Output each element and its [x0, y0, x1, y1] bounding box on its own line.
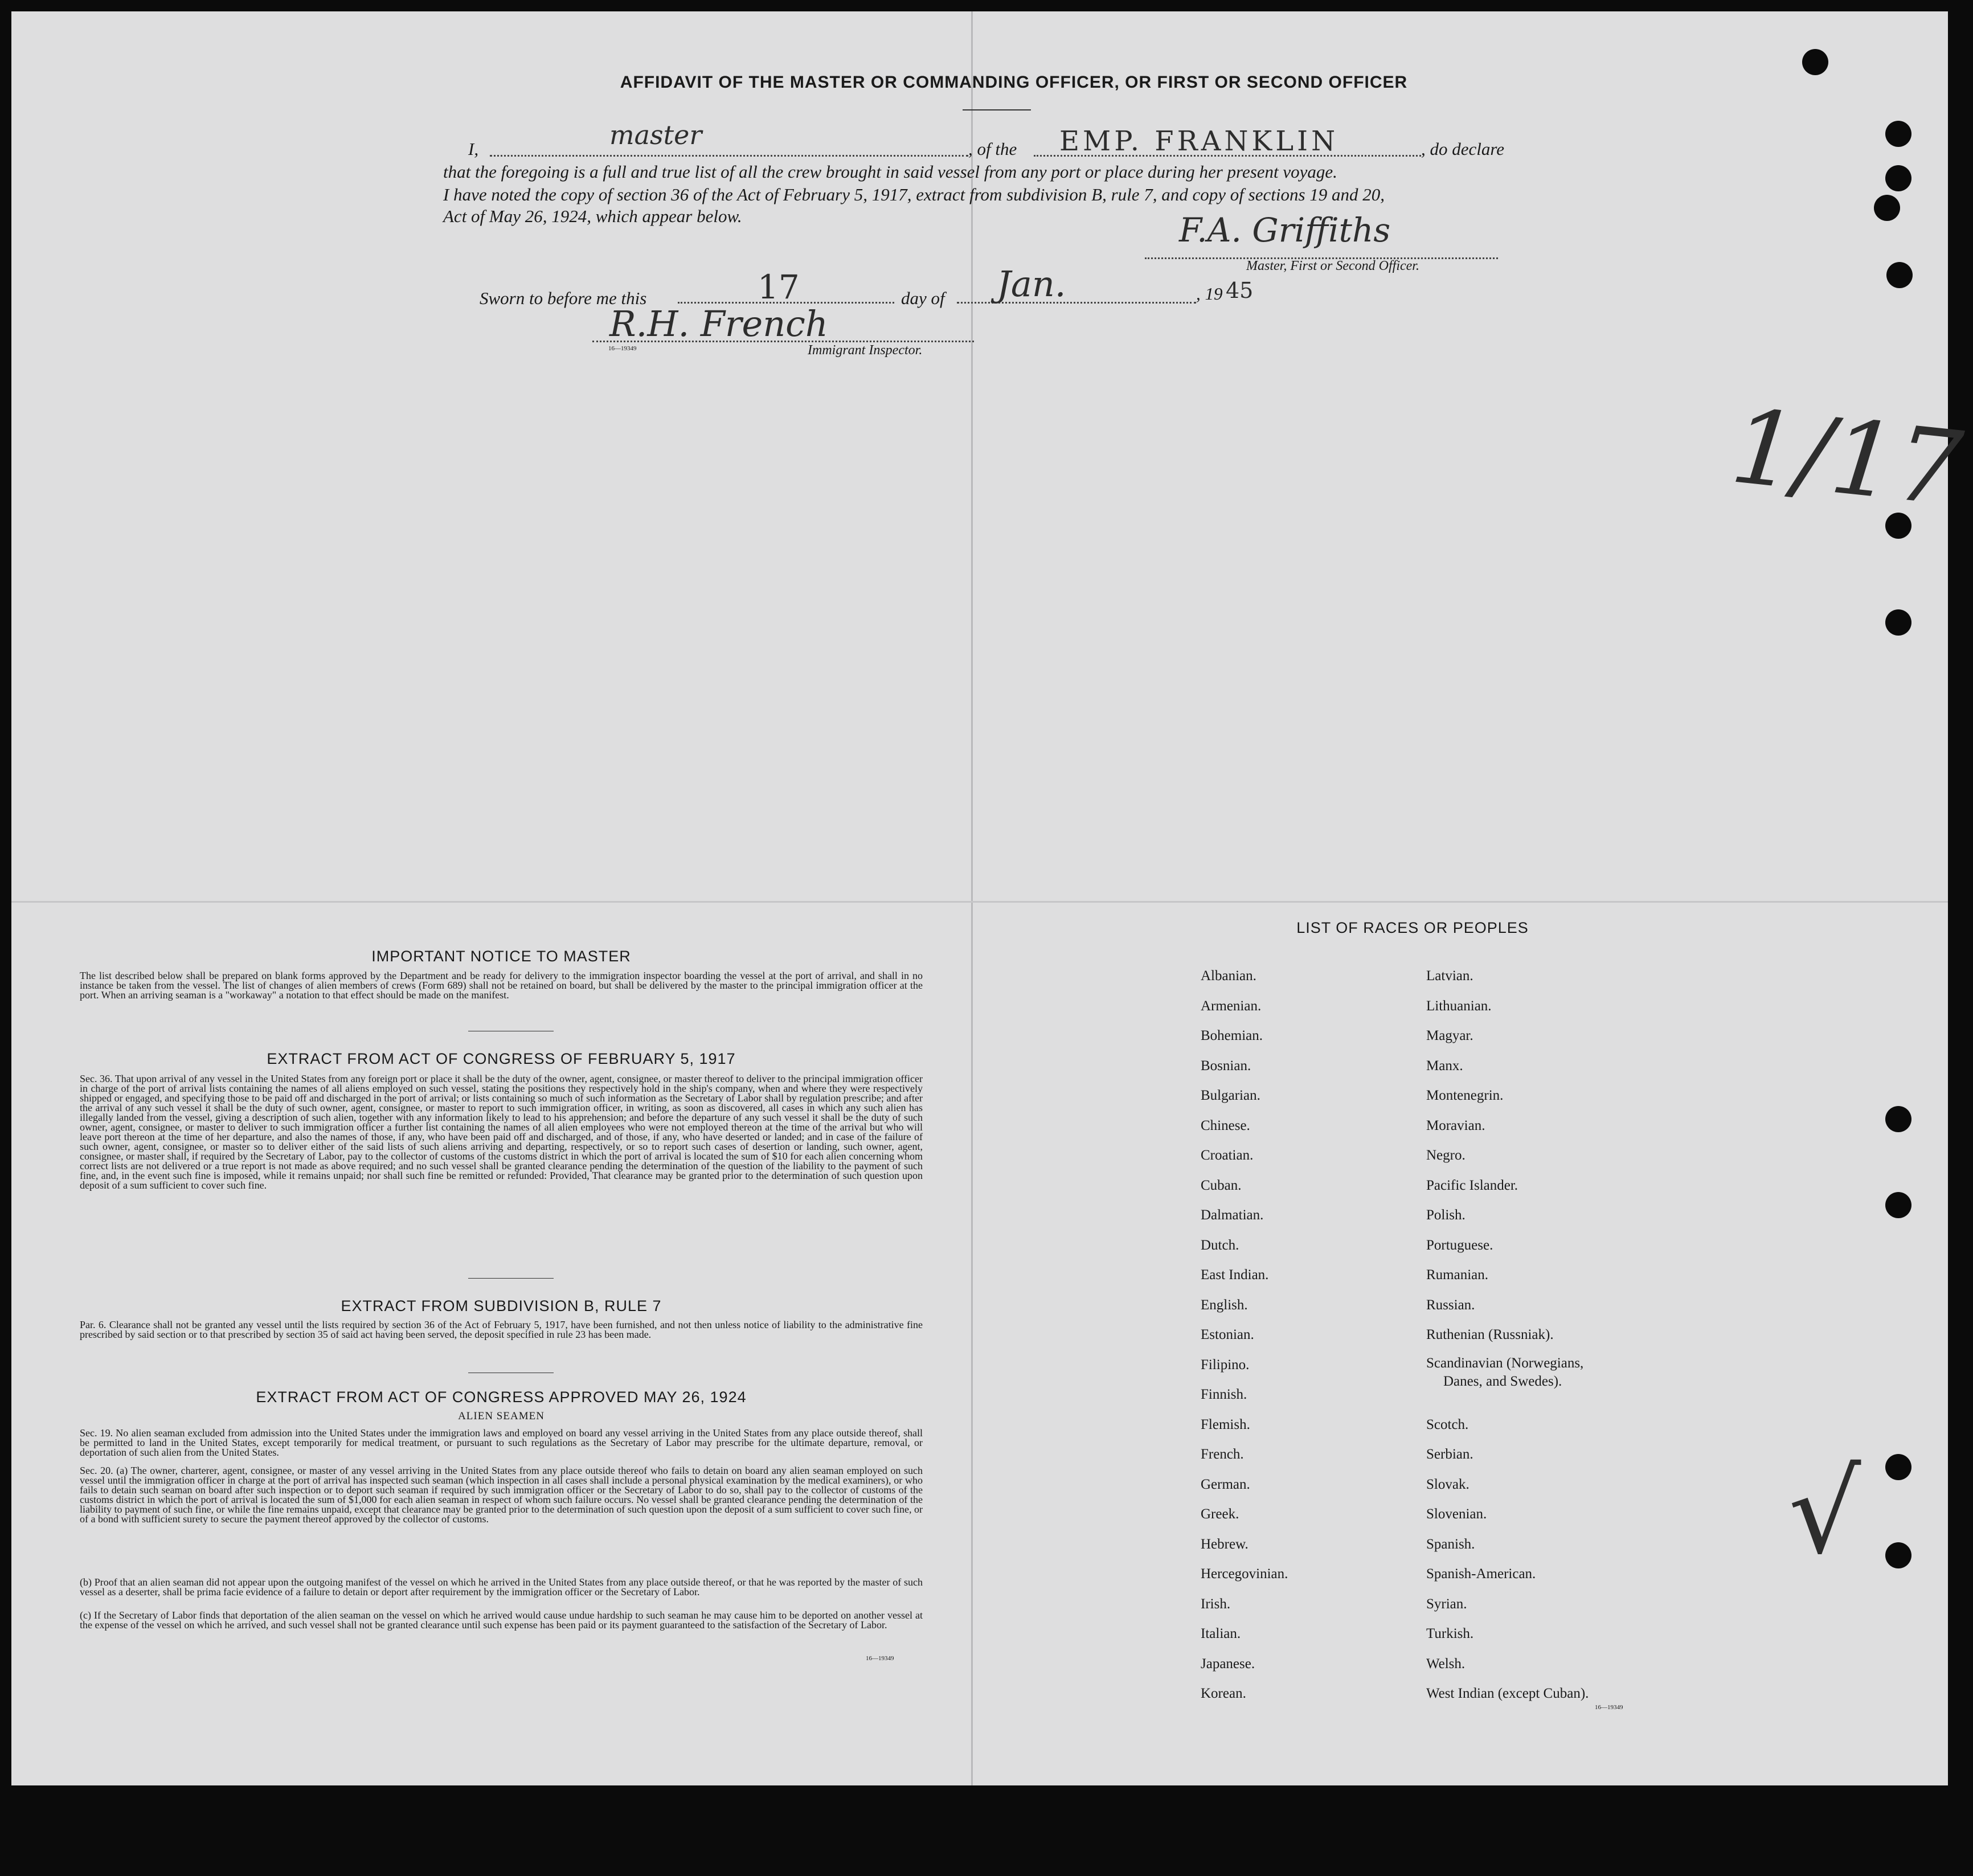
race-item: Italian.	[1201, 1626, 1241, 1641]
race-item: Dutch.	[1201, 1238, 1239, 1253]
fold-crease-horizontal	[11, 901, 1948, 903]
master-caption: Master, First or Second Officer.	[1246, 259, 1419, 273]
race-item: Hercegovinian.	[1201, 1566, 1288, 1582]
of-the-label: , of the	[968, 139, 1017, 159]
inspector-line	[592, 341, 974, 342]
handwritten-checkmark: √	[1788, 1447, 1861, 1579]
rank-line	[490, 155, 968, 157]
race-item: Spanish.	[1426, 1537, 1475, 1552]
race-item: Rumanian.	[1426, 1267, 1489, 1283]
section-20a-text: Sec. 20. (a) The owner, charterer, agent, consignee, or master of any vessel arriving in the United States from any place outside thereof who fails to detain on board any alien seaman employed on such vessel until the immigration officer in charge at the port of arrival has inspected such seaman (which inspection in all cases shall include a personal physical examination by the medical examiners), or who fails to detain such seaman on board after such inspection or to deport such seaman if required by such immigration officer or the Secretary of Labor to do so, shall pay to the collector of customs of the customs district in which the port of arrival is located the sum of $1,000 for each alien seaman in respect of whom such failure occurs. No vessel shall be granted clearance pending the determination of the liability to payment of such fine, or while the fine remains unpaid, except that clearance may be granted prior to the determination of such question upon the deposit of a sum sufficient to cover such fine, or of a bond with sufficient surety to secure the payment thereof approved by the collector of customs.	[80, 1465, 923, 1525]
race-item: Lithuanian.	[1426, 998, 1492, 1014]
race-item: Russian.	[1426, 1297, 1475, 1313]
punch-hole-icon	[1802, 49, 1828, 75]
extract-1917-body: Sec. 36. That upon arrival of any vessel in the United States from any foreign port or place it shall be the duty of the owner, agent, consignee, or master thereof to deliver to the principal immigration officer in charge of the port of arrival lists containing the names of all aliens employed on such vessel, stating the positions they respectively hold in the ship's company, when and where they were respectively shipped or engaged, and specifying those to be paid off and discharged in the port of arrival; or lists containing so much of such information as the Secretary of Labor shall by regulation prescribe; and after the arrival of any such vessel it shall be the duty of such owner, agent, consignee, or master to report to such immigration officer, in writing, as soon as discovered, all cases in which any such alien has illegally landed from the vessel, giving a description of such alien, together with any information likely to lead to his apprehension; and before the departure of any such vessel it shall be the duty of such owner, agent, consignee, or master to deliver to such immigration officer a further list containing the names of all alien employees who were not employed thereon at the time of the arrival but who will leave port thereon at the time of her departure, and also the names of those, if any, who have been paid off and discharged, and of those, if any, who have deserted or landed; and in case of the failure of such owner, agent, consignee, or master so to deliver either of the said lists of such aliens arriving and departing, respectively, or so to report such cases of desertion or landing, such owner, agent, consignee, or master shall, if required by the Secretary of Labor, pay to the collector of customs of the customs district in which the port of arrival is located the sum of $10 for each alien concerning whom correct lists are not delivered or a true report is not made as above required; and no such vessel shall be granted clearance pending the determination of the question of the liability to the payment of such fine, and, in the event such fine is imposed, while it remains unpaid; nor shall such fine be remitted or refunded: Provided, That clearance may be granted prior to the determination of such question upon deposit of a sum sufficient to cover such fine.	[80, 1073, 923, 1191]
punch-hole-icon	[1885, 121, 1911, 147]
extract-1917-title: EXTRACT FROM ACT OF CONGRESS OF FEBRUARY 5, 1917	[267, 1050, 736, 1067]
divider	[963, 109, 1031, 110]
form-number: 16—19349	[608, 345, 637, 352]
punch-hole-icon	[1885, 1454, 1911, 1480]
master-signature: F.A. Griffiths	[1179, 211, 1391, 249]
handwritten-month: Jan.	[997, 263, 1066, 305]
race-item: Chinese.	[1201, 1118, 1250, 1133]
race-item: Portuguese.	[1426, 1238, 1493, 1253]
race-item: Flemish.	[1201, 1417, 1250, 1432]
race-item: Negro.	[1426, 1148, 1466, 1163]
divider	[468, 1278, 554, 1279]
race-item: Armenian.	[1201, 998, 1262, 1014]
handwritten-year: 45	[1226, 278, 1254, 303]
year-prefix: , 19	[1196, 284, 1223, 304]
race-item: East Indian.	[1201, 1267, 1269, 1283]
race-item: Scandinavian (Norwegians,	[1426, 1355, 1584, 1371]
handwritten-day: 17	[758, 268, 800, 306]
race-item: Manx.	[1426, 1058, 1463, 1074]
race-item: Cuban.	[1201, 1178, 1242, 1193]
handwritten-fraction: 1/17	[1726, 387, 1968, 530]
affidavit-line-2: that the foregoing is a full and true list of all the crew brought in said vessel from any port or place during her present voyage.	[443, 162, 1337, 182]
punch-hole-icon	[1885, 1542, 1911, 1568]
race-item: West Indian (except Cuban).	[1426, 1686, 1589, 1701]
race-item: Magyar.	[1426, 1028, 1473, 1043]
race-item: Welsh.	[1426, 1656, 1466, 1672]
race-item: Serbian.	[1426, 1447, 1473, 1462]
punch-hole-icon	[1885, 1106, 1911, 1132]
form-number: 16—19349	[866, 1655, 894, 1662]
race-item: Bosnian.	[1201, 1058, 1251, 1074]
handwritten-rank: master	[609, 120, 702, 150]
race-item: Montenegrin.	[1426, 1088, 1504, 1103]
race-item: Spanish-American.	[1426, 1566, 1536, 1582]
section-20c-text: (c) If the Secretary of Labor finds that deportation of the alien seaman on the vessel on which he arrived would cause undue hardship to such seaman he may cause him to be deported on another vessel at the expense of the vessel on which he arrived, and such vessel shall not be granted clearance until such expense has been paid or its payment guaranteed to the satisfaction of the Secretary of Labor.	[80, 1609, 923, 1631]
affidavit-line-3: I have noted the copy of section 36 of the Act of February 5, 1917, extract from subdivision B, rule 7, and copy of sections 19 and 20,	[443, 185, 1385, 204]
day-of-label: day of	[901, 288, 945, 308]
fold-crease-vertical	[971, 11, 973, 1785]
race-item: English.	[1201, 1297, 1248, 1313]
race-item: Greek.	[1201, 1506, 1239, 1522]
race-item: Moravian.	[1426, 1118, 1485, 1133]
punch-hole-icon	[1885, 609, 1911, 636]
race-item: Korean.	[1201, 1686, 1246, 1701]
race-item: Filipino.	[1201, 1357, 1250, 1373]
race-item: Slovenian.	[1426, 1506, 1487, 1522]
race-item: Japanese.	[1201, 1656, 1255, 1672]
inspector-caption: Immigrant Inspector.	[808, 343, 923, 358]
race-item: Turkish.	[1426, 1626, 1474, 1641]
affidavit-i-label: I,	[468, 139, 479, 159]
handwritten-vessel: EMP. FRANKLIN	[1059, 125, 1339, 157]
race-item: Danes, and Swedes).	[1443, 1374, 1562, 1389]
do-declare-label: , do declare	[1421, 139, 1505, 159]
races-title: LIST OF RACES OR PEOPLES	[1296, 919, 1529, 936]
notice-title: IMPORTANT NOTICE TO MASTER	[371, 948, 631, 965]
affidavit-title: AFFIDAVIT OF THE MASTER OR COMMANDING OFFICER, OR FIRST OR SECOND OFFICER	[620, 73, 1408, 92]
race-item: Ruthenian (Russniak).	[1426, 1327, 1554, 1342]
race-item: Croatian.	[1201, 1148, 1254, 1163]
notice-body: The list described below shall be prepared on blank forms approved by the Department and be ready for delivery to the immigration inspector boarding the vessel at the port of arrival, and shall in no instance be taken from the vessel. The list of changes of alien members of crews (Form 689) shall not be retained on board, but shall be delivered by the master to the principal immigration officer at the port. When an arriving seaman is a "workaway" a notation to that effect should be made on the manifest.	[80, 970, 923, 1001]
punch-hole-icon	[1885, 1192, 1911, 1218]
race-item: German.	[1201, 1477, 1250, 1492]
punch-hole-icon	[1885, 165, 1911, 191]
race-item: Bulgarian.	[1201, 1088, 1260, 1103]
form-number: 16—19349	[1595, 1704, 1623, 1711]
sworn-label: Sworn to before me this	[480, 288, 647, 308]
section-20b-text: (b) Proof that an alien seaman did not appear upon the outgoing manifest of the vessel on which he arrived in the United States from any place outside thereof, or that he was reported by the master of such vessel as a deserter, shall be prima facie evidence of a failure to detain or deport after requirement by the immigration officer or the Secretary of Labor.	[80, 1576, 923, 1598]
race-item: Albanian.	[1201, 968, 1256, 984]
affidavit-line-4: Act of May 26, 1924, which appear below.	[443, 206, 742, 226]
race-item: Slovak.	[1426, 1477, 1469, 1492]
race-item: Finnish.	[1201, 1387, 1247, 1402]
alien-seamen-subtitle: ALIEN SEAMEN	[458, 1410, 545, 1422]
punch-hole-icon	[1874, 195, 1900, 221]
race-item: Syrian.	[1426, 1596, 1467, 1612]
rule-7-body: Par. 6. Clearance shall not be granted any vessel until the lists required by section 36 of the Act of February 5, 1917, have been furnished, and not then unless notice of liability to the administrative fine prescribed by said section or to that prescribed by section 35 of said act having been served, the deposit specified in rule 23 has been made.	[80, 1319, 923, 1340]
race-item: Dalmatian.	[1201, 1207, 1264, 1223]
race-item: Latvian.	[1426, 968, 1473, 984]
race-item: Bohemian.	[1201, 1028, 1263, 1043]
race-item: Pacific Islander.	[1426, 1178, 1518, 1193]
race-item: Estonian.	[1201, 1327, 1254, 1342]
race-item: Polish.	[1426, 1207, 1466, 1223]
race-item: Hebrew.	[1201, 1537, 1249, 1552]
punch-hole-icon	[1886, 262, 1913, 288]
section-19-text: Sec. 19. No alien seaman excluded from admission into the United States under the immigration laws and employed on board any vessel arriving in the United States from any place outside thereof, shall be permitted to land in the United States, except temporarily for medical treatment, or pursuant to such regulations as the Secretary of Labor may prescribe for the ultimate departure, removal, or deportation of such alien from the United States.	[80, 1427, 923, 1458]
race-item: Scotch.	[1426, 1417, 1469, 1432]
rule-7-title: EXTRACT FROM SUBDIVISION B, RULE 7	[341, 1297, 662, 1314]
race-item: French.	[1201, 1447, 1244, 1462]
extract-1924-title: EXTRACT FROM ACT OF CONGRESS APPROVED MAY 26, 1924	[256, 1388, 747, 1406]
inspector-signature: R.H. French	[609, 303, 828, 345]
race-item: Irish.	[1201, 1596, 1231, 1612]
month-line	[957, 302, 1196, 304]
